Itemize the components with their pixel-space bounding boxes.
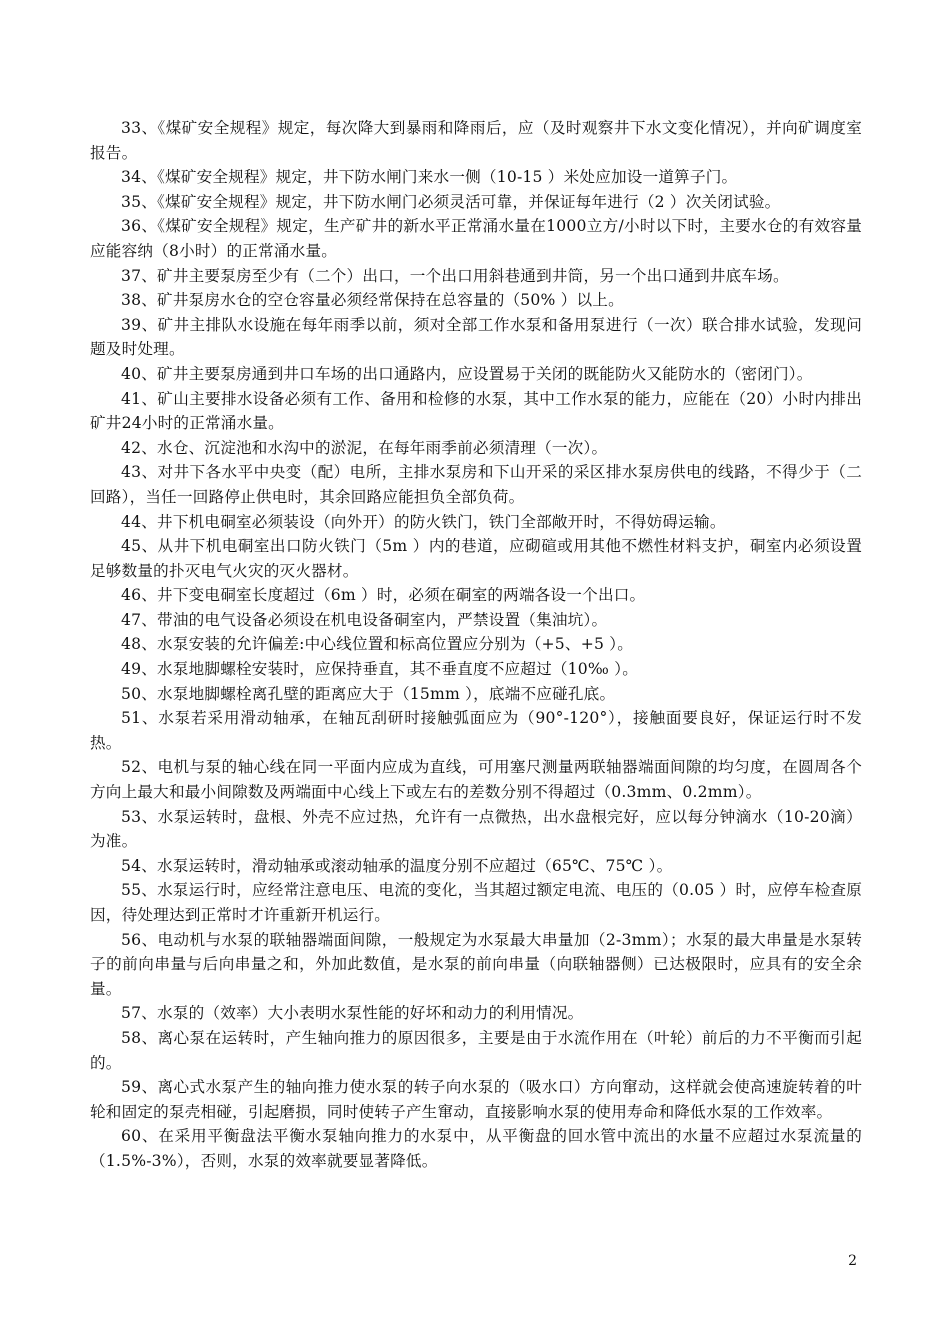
paragraph-52: 52、电机与泵的轴心线在同一平面内应成为直线，可用塞尺测量两联轴器端面间隙的均匀度，在圆周各个方向上最大和最小间隙数及两端面中心线上下或左右的差数分别不得超过（0.3mm、0.2mm）。 bbox=[90, 758, 862, 802]
paragraph-36: 36、《煤矿安全规程》规定，生产矿井的新水平正常涌水量在1000立方/小时以下时，主要水仓的有效容量应能容纳（8小时）的正常涌水量。 bbox=[90, 217, 862, 260]
paragraph-44: 44、井下机电硐室必须装设（向外开）的防火铁门，铁门全部敞开时，不得妨碍运输。 bbox=[121, 512, 726, 531]
paragraph-55: 55、水泵运行时，应经常注意电压、电流的变化，当其超过额定电流、电压的（0.05 ）时，应停车检查原因，待处理达到正常时才许重新开机运行。 bbox=[90, 881, 862, 924]
paragraph-51: 51、水泵若采用滑动轴承，在轴瓦刮研时接触弧面应为（90°-120°），接触面要良好，保证运行时不发热。 bbox=[90, 709, 862, 752]
paragraph-35: 35、《煤矿安全规程》规定，井下防水闸门必须灵活可靠，并保证每年进行（2 ）次关闭试验。 bbox=[121, 192, 781, 211]
paragraph-57: 57、水泵的（效率）大小表明水泵性能的好坏和动力的利用情况。 bbox=[121, 1004, 584, 1023]
paragraph-54: 54、水泵运转时，滑动轴承或滚动轴承的温度分别不应超过（65℃、75℃ ）。 bbox=[121, 856, 673, 875]
paragraph-59: 59、离心式水泵产生的轴向推力使水泵的转子向水泵的（吸水口）方向窜动，这样就会使高速旋转着的叶轮和固定的泵壳相碰，引起磨损，同时使转子产生窜动，直接影响水泵的使用寿命和降低水泵的工作效率。 bbox=[90, 1078, 862, 1121]
paragraph-53: 53、水泵运转时，盘根、外壳不应过热，允许有一点微热，出水盘根完好，应以每分钟滴水（10-20滴）为准。 bbox=[90, 807, 862, 851]
paragraph-34: 34、《煤矿安全规程》规定，井下防水闸门来水一侧（10-15 ）米处应加设一道箅子门。 bbox=[121, 168, 738, 187]
paragraph-47: 47、带油的电气设备必须设在机电设备硐室内，严禁设置（集油坑）。 bbox=[121, 610, 608, 629]
paragraph-38: 38、矿井泵房水仓的空仓容量必须经常保持在总容量的（50% ）以上。 bbox=[121, 291, 624, 310]
paragraph-41: 41、矿山主要排水设备必须有工作、备用和检修的水泵，其中工作水泵的能力，应能在（20）小时内排出矿井24小时的正常涌水量。 bbox=[90, 389, 862, 433]
paragraph-40: 40、矿井主要泵房通到井口车场的出口通路内，应设置易于关闭的既能防火又能防水的（密闭门）。 bbox=[121, 364, 813, 383]
page-number: 2 bbox=[848, 1253, 857, 1269]
paragraph-45: 45、从井下机电硐室出口防火铁门（5m ）内的巷道，应砌碹或用其他不燃性材料支护，硐室内必须设置足够数量的扑灭电气火灾的灭火器材。 bbox=[90, 537, 862, 580]
paragraph-50: 50、水泵地脚螺栓离孔壁的距离应大于（15mm ），底端不应碰孔底。 bbox=[121, 684, 616, 703]
paragraph-60: 60、在采用平衡盘法平衡水泵轴向推力的水泵中，从平衡盘的回水管中流出的水量不应超过水泵流量的（1.5%-3%），否则，水泵的效率就要显著降低。 bbox=[90, 1127, 862, 1170]
paragraph-49: 49、水泵地脚螺栓安装时，应保持垂直，其不垂直度不应超过（10‰ ）。 bbox=[121, 660, 638, 679]
paragraph-39: 39、矿井主排队水设施在每年雨季以前，须对全部工作水泵和备用泵进行（一次）联合排水试验，发现问题及时处理。 bbox=[90, 315, 862, 359]
paragraph-37: 37、矿井主要泵房至少有（二个）出口，一个出口用斜巷通到井筒，另一个出口通到井底车场。 bbox=[121, 266, 789, 285]
paragraph-58: 58、离心泵在运转时，产生轴向推力的原因很多，主要是由于水流作用在（叶轮）前后的力不平衡而引起的。 bbox=[90, 1028, 862, 1072]
paragraph-46: 46、井下变电硐室长度超过（6m ）时，必须在硐室的两端各设一个出口。 bbox=[121, 586, 646, 605]
paragraph-48: 48、水泵安装的允许偏差:中心线位置和标高位置应分别为（+5、+5 ）。 bbox=[121, 635, 634, 654]
paragraph-33: 33、《煤矿安全规程》规定，每次降大到暴雨和降雨后，应（及时观察井下水文变化情况），并向矿调度室报告。 bbox=[90, 119, 862, 162]
paragraph-42: 42、水仓、沉淀池和水沟中的淤泥，在每年雨季前必须清理（一次）。 bbox=[121, 438, 608, 457]
paragraph-56: 56、电动机与水泵的联轴器端面间隙，一般规定为水泵最大串量加（2-3mm）；水泵的最大串量是水泵转子的前向串量与后向串量之和，外加此数值，是水泵的前向串量（向联轴器侧）已达极限时，应具有的安全余量。 bbox=[90, 930, 862, 998]
paragraph-43: 43、对井下各水平中央变（配）电所，主排水泵房和下山开采的采区排水泵房供电的线路，不得少于（二回路），当任一回路停止供电时，其余回路应能担负全部负荷。 bbox=[90, 463, 862, 506]
document-body bbox=[90, 116, 862, 1174]
